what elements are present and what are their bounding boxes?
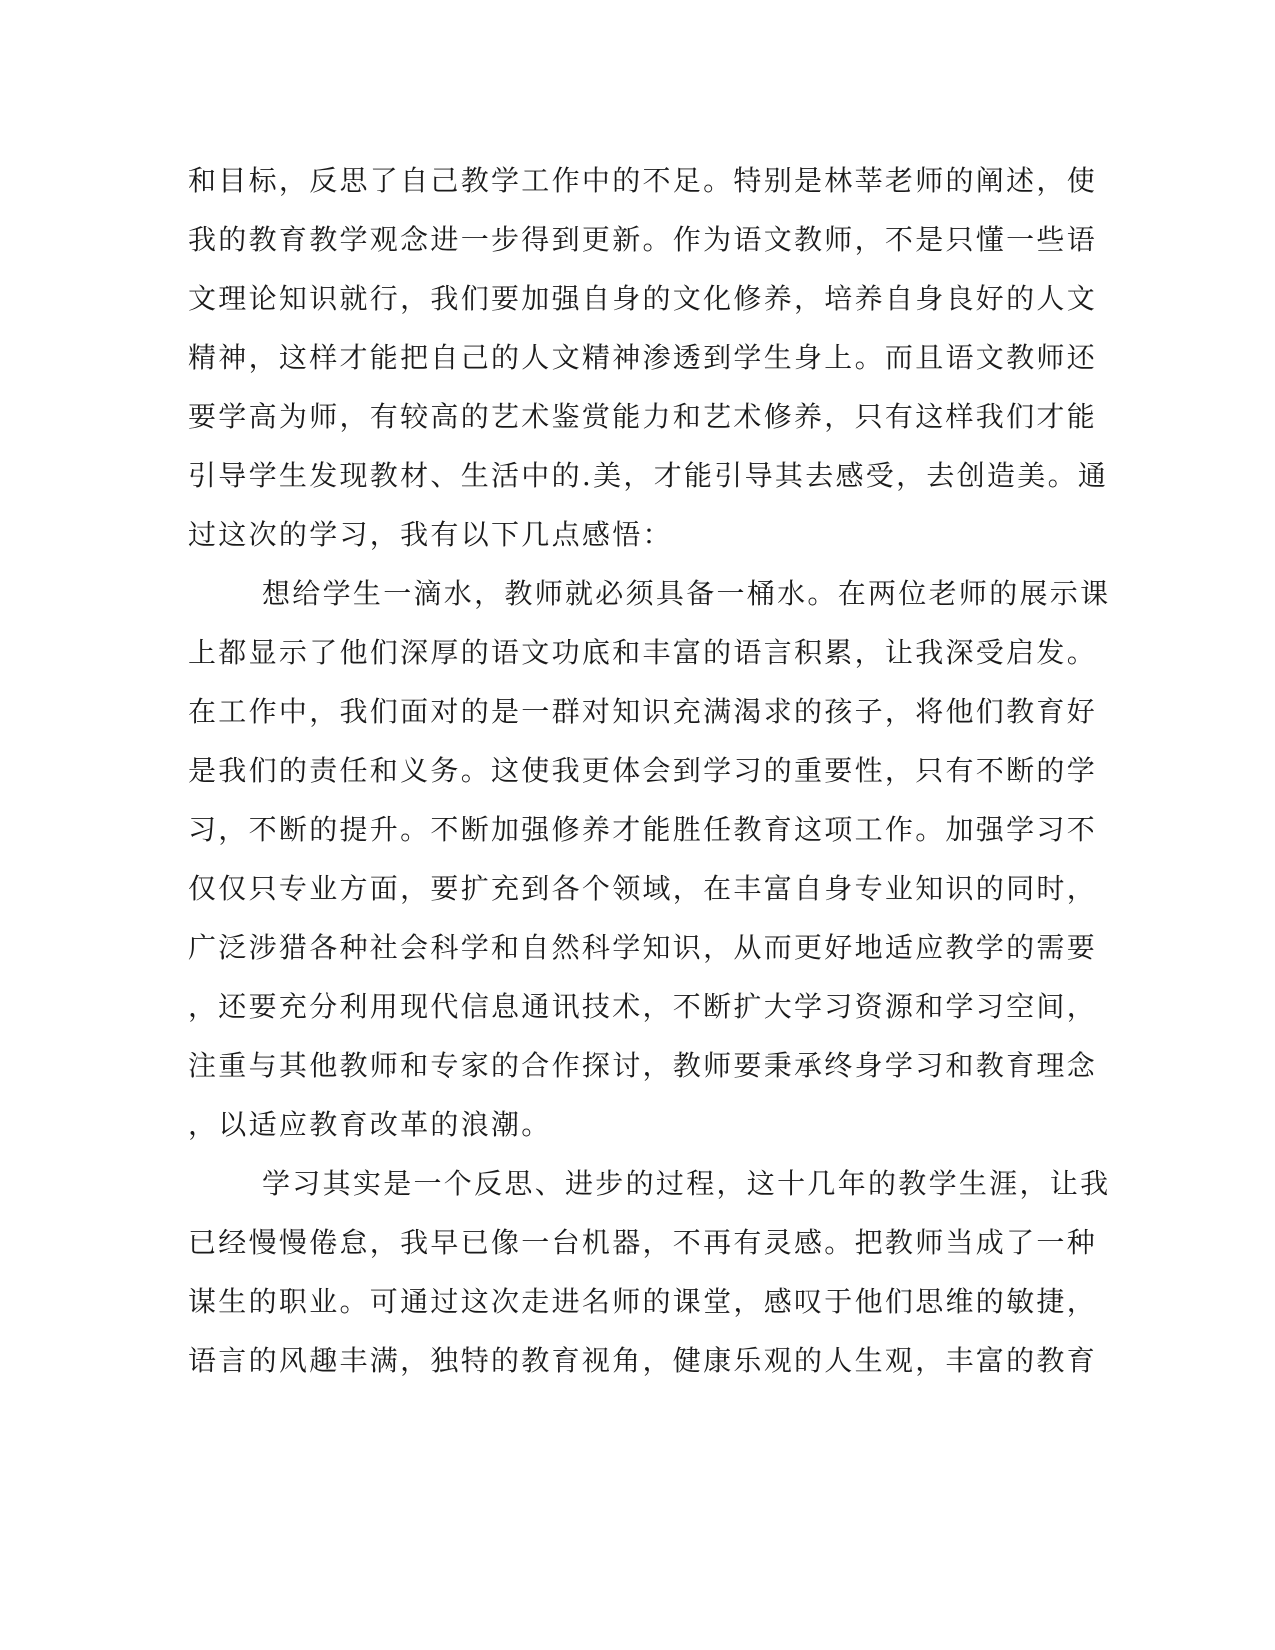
- text-line: 和目标，反思了自己教学工作中的不足。特别是林莘老师的阐述，使: [188, 164, 1098, 197]
- text-line: 文理论知识就行，我们要加强自身的文化修养，培养自身良好的人文: [188, 282, 1098, 315]
- text-line: 谋生的职业。可通过这次走进名师的课堂，感叹于他们思维的敏捷，: [188, 1285, 1098, 1318]
- text-line: 习，不断的提升。不断加强修养才能胜任教育这项工作。加强学习不: [188, 813, 1098, 846]
- text-line: 在工作中，我们面对的是一群对知识充满渴求的孩子，将他们教育好: [188, 695, 1098, 728]
- text-line: 语言的风趣丰满，独特的教育视角，健康乐观的人生观，丰富的教育: [188, 1344, 1098, 1377]
- text-line: 已经慢慢倦怠，我早已像一台机器，不再有灵感。把教师当成了一种: [188, 1226, 1098, 1259]
- text-line: 广泛涉猎各种社会科学和自然科学知识，从而更好地适应教学的需要: [188, 931, 1098, 964]
- text-line: ，以适应教育改革的浪潮。: [188, 1108, 552, 1141]
- text-line: 引导学生发现教材、生活中的.美，才能引导其去感受，去创造美。通: [188, 459, 1109, 492]
- text-line: 过这次的学习，我有以下几点感悟：: [188, 518, 673, 551]
- text-line: 精神，这样才能把自己的人文精神渗透到学生身上。而且语文教师还: [188, 341, 1098, 374]
- text-line: 我的教育教学观念进一步得到更新。作为语文教师，不是只懂一些语: [188, 223, 1098, 256]
- text-line: 仅仅只专业方面，要扩充到各个领域，在丰富自身专业知识的同时，: [188, 872, 1098, 905]
- text-line: ，还要充分利用现代信息通讯技术，不断扩大学习资源和学习空间，: [188, 990, 1098, 1023]
- text-line: 要学高为师，有较高的艺术鉴赏能力和艺术修养，只有这样我们才能: [188, 400, 1098, 433]
- text-line: 注重与其他教师和专家的合作探讨，教师要秉承终身学习和教育理念: [188, 1049, 1098, 1082]
- paragraph-first-line: 想给学生一滴水，教师就必须具备一桶水。在两位老师的展示课: [262, 577, 1111, 610]
- paragraph-first-line: 学习其实是一个反思、进步的过程，这十几年的教学生涯，让我: [262, 1167, 1111, 1200]
- text-line: 上都显示了他们深厚的语文功底和丰富的语言积累，让我深受启发。: [188, 636, 1098, 669]
- text-line: 是我们的责任和义务。这使我更体会到学习的重要性，只有不断的学: [188, 754, 1098, 787]
